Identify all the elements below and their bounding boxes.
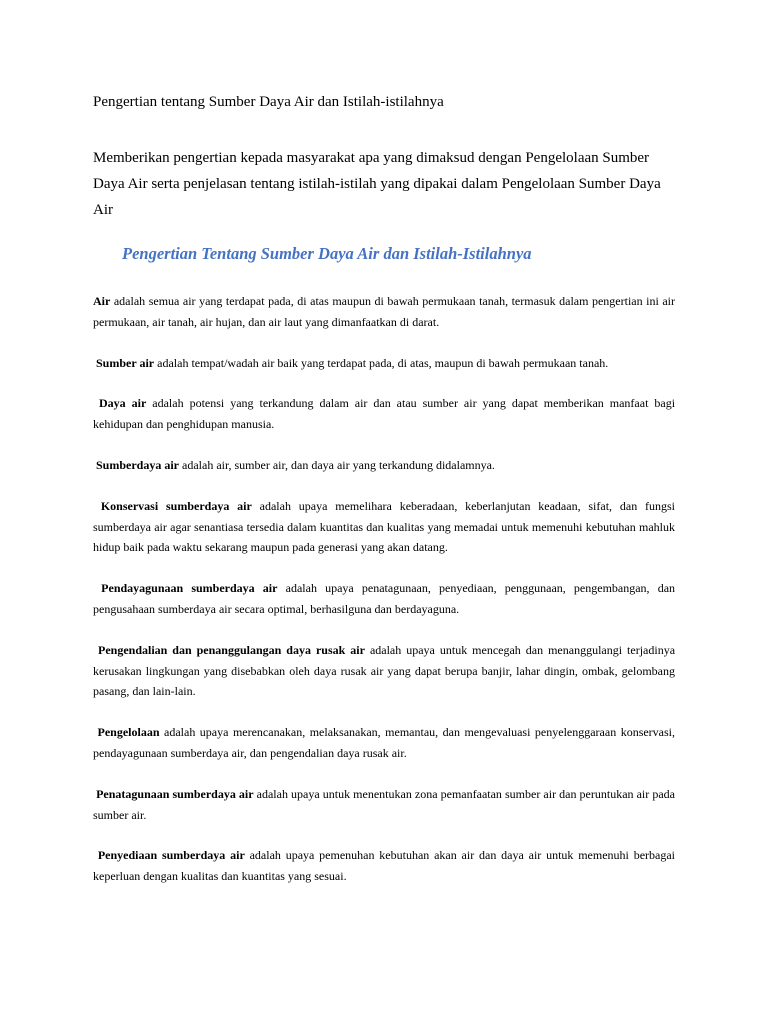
definition-text: adalah upaya merencanakan, melaksanakan, memantau, dan mengevaluasi penyelenggaraan konservasi, pendayagunaan sumberdaya air, dan pengendalian daya rusak air. (93, 725, 676, 760)
definition-text: adalah air, sumber air, dan daya air yang terkandung didalamnya. (182, 457, 495, 472)
definition-pengelolaan (93, 722, 675, 764)
definition-daya-air (93, 393, 675, 435)
section-heading: Pengertian Tentang Sumber Daya Air dan Istilah-Istilahnya (122, 244, 532, 263)
definition-term: Air (93, 294, 111, 308)
definition-air (93, 291, 675, 333)
definition-term: Daya air (98, 396, 147, 411)
definition-text: adalah tempat/wadah air baik yang terdapat pada, di atas, maupun di bawah permukaan tanah. (157, 355, 609, 370)
definition-konservasi (93, 496, 675, 558)
definition-term: Penatagunaan sumberdaya air (96, 786, 254, 801)
definition-term: Pengelolaan (97, 725, 160, 740)
document-title: Pengertian tentang Sumber Daya Air dan Istilah-istilahnya (93, 94, 444, 110)
definition-term: Sumberdaya air (96, 457, 180, 472)
definition-penyediaan (93, 845, 675, 887)
definition-text: adalah upaya memelihara keberadaan, keberlanjutan keadaan, sifat, dan fungsi sumberdaya air agar senantiasa tersedia dalam kuantitas dan kualitas yang memadai untuk memenuhi kebutuhan mahluk hidup baik pada waktu sekarang maupun pada generasi yang akan datang. (93, 498, 676, 555)
definition-sumberdaya-air (93, 455, 675, 476)
definition-term: Konservasi sumberdaya air (100, 498, 252, 513)
definition-text: adalah upaya pemenuhan kebutuhan akan air dan daya air untuk memenuhi berbagai keperluan dengan kualitas dan kuantitas yang sesuai. (93, 848, 676, 884)
definition-term: Pendayagunaan sumberdaya air (101, 581, 278, 596)
definition-text: adalah upaya untuk menentukan zona pemanfaatan sumber air dan peruntukan air pada sumber air. (93, 786, 675, 822)
definition-pengendalian (93, 640, 675, 702)
definition-penatagunaan (93, 784, 675, 826)
definition-text: adalah upaya penatagunaan, penyediaan, penggunaan, pengembangan, dan pengusahaan sumberdaya air secara optimal, berhasilguna dan berdayaguna. (93, 581, 676, 616)
definition-text: adalah potensi yang terkandung dalam air dan atau sumber air yang dapat memberikan manfaat bagi kehidupan dan penghidupan manusia. (93, 396, 676, 432)
definition-sumber-air (93, 353, 675, 374)
definition-text: adalah semua air yang terdapat pada, di atas maupun di bawah permukaan tanah, termasuk dalam pengertian ini air permukaan, air tanah, air hujan, dan air laut yang dimanfaatkan di darat. (93, 294, 675, 329)
definitions-list (93, 291, 675, 887)
definition-text: adalah upaya untuk mencegah dan menanggulangi terjadinya kerusakan lingkungan yang disebabkan oleh daya rusak air yang dapat berupa banjir, lahar dingin, ombak, gelombang pasang, dan lain-lain. (93, 642, 676, 699)
definition-term: Pengendalian dan penanggulangan daya rusak air (97, 642, 365, 657)
definition-term: Penyediaan sumberdaya air (97, 848, 245, 863)
definition-pendayagunaan (93, 578, 675, 620)
intro-paragraph: Memberikan pengertian kepada masyarakat apa yang dimaksud dengan Pengelolaan Sumber Daya Air serta penjelasan tentang istilah-istilah yang dipakai dalam Pengelolaan Sumber Daya Air (93, 150, 661, 218)
definition-term: Sumber air (96, 355, 155, 370)
